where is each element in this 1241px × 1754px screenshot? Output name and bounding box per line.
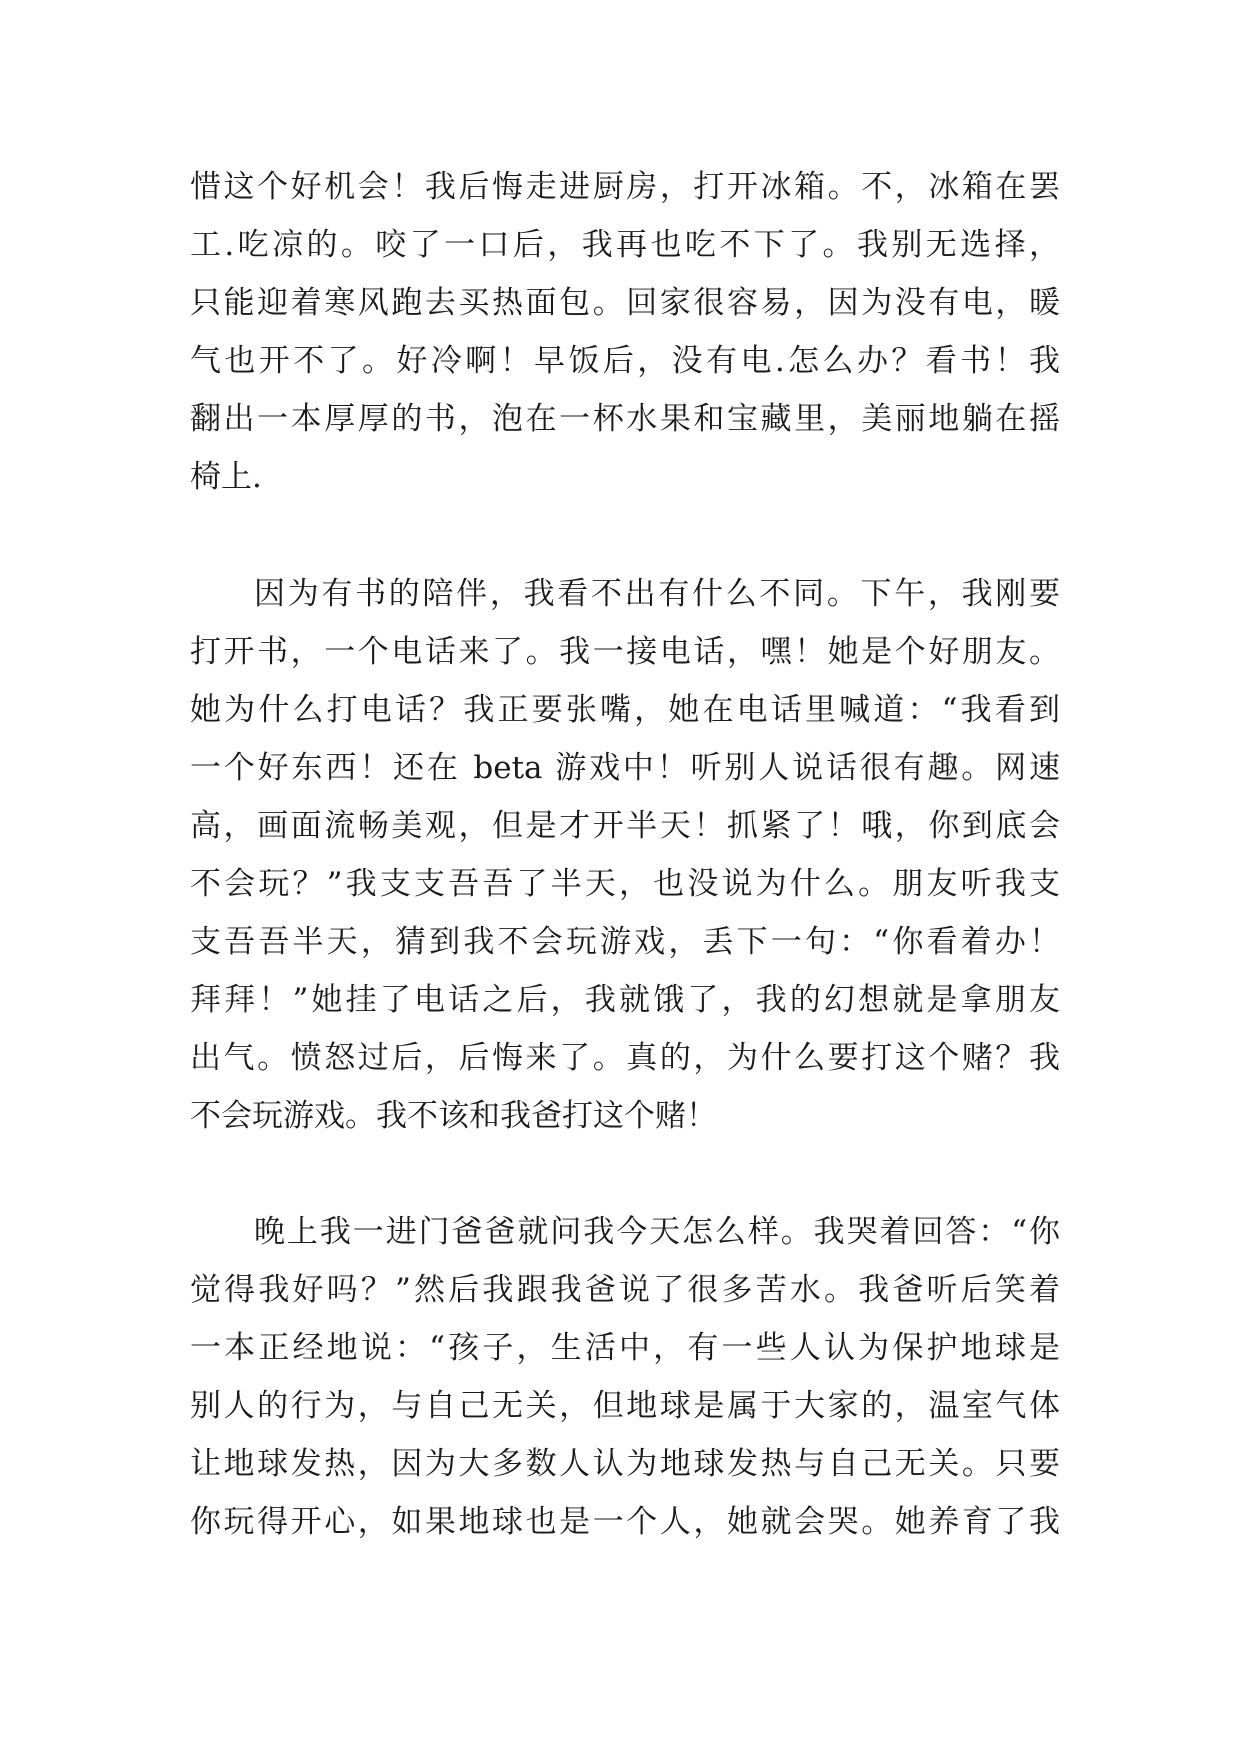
text-line: 因为有书的陪伴，我看不出有什么不同。下午，我刚要 — [254, 576, 1060, 612]
text-line: 出气。愤怒过后，后悔来了。真的，为什么要打这个赌？我 — [190, 1040, 1060, 1076]
text-line: 你玩得开心，如果地球也是一个人，她就会哭。她养育了我 — [190, 1504, 1060, 1540]
text-line: 不会玩游戏。我不该和我爸打这个赌！ — [190, 1098, 717, 1134]
text-line: 工.吃凉的。咬了一口后，我再也吃不下了。我别无选择， — [190, 227, 1060, 263]
text-line: 一个好东西！还在 beta 游戏中！听别人说话很有趣。网速 — [190, 750, 1060, 786]
text-line: 打开书，一个电话来了。我一接电话，嘿！她是个好朋友。 — [190, 634, 1060, 670]
text-line: 翻出一本厚厚的书，泡在一杯水果和宝藏里，美丽地躺在摇 — [190, 401, 1060, 437]
text-line: 她为什么打电话？我正要张嘴，她在电话里喊道：“我看到 — [190, 692, 1060, 728]
text-line: 让地球发热，因为大多数人认为地球发热与自己无关。只要 — [190, 1446, 1060, 1482]
text-line: 高，画面流畅美观，但是才开半天！抓紧了！哦，你到底会 — [190, 808, 1060, 844]
text-line: 觉得我好吗？”然后我跟我爸说了很多苦水。我爸听后笑着 — [190, 1272, 1060, 1308]
text-line: 惜这个好机会！我后悔走进厨房，打开冰箱。不，冰箱在罢 — [190, 169, 1060, 205]
text-line: 一本正经地说：“孩子，生活中，有一些人认为保护地球是 — [190, 1330, 1060, 1366]
text-line: 椅上. — [190, 459, 262, 495]
text-line: 只能迎着寒风跑去买热面包。回家很容易，因为没有电，暖 — [190, 285, 1060, 321]
text-line: 支吾吾半天，猜到我不会玩游戏，丢下一句：“你看着办！ — [190, 924, 1060, 960]
text-line: 不会玩？”我支支吾吾了半天，也没说为什么。朋友听我支 — [190, 866, 1060, 902]
text-line: 气也开不了。好冷啊！早饭后，没有电.怎么办？看书！我 — [190, 343, 1060, 379]
text-line: 别人的行为，与自己无关，但地球是属于大家的，温室气体 — [190, 1388, 1060, 1424]
paragraph-3 — [190, 1203, 1060, 1551]
paragraph-2 — [190, 565, 1060, 1145]
text-line: 晚上我一进门爸爸就问我今天怎么样。我哭着回答：“你 — [254, 1214, 1060, 1250]
text-line: 拜拜！”她挂了电话之后，我就饿了，我的幻想就是拿朋友 — [190, 982, 1060, 1018]
paragraph-1 — [190, 158, 1060, 506]
